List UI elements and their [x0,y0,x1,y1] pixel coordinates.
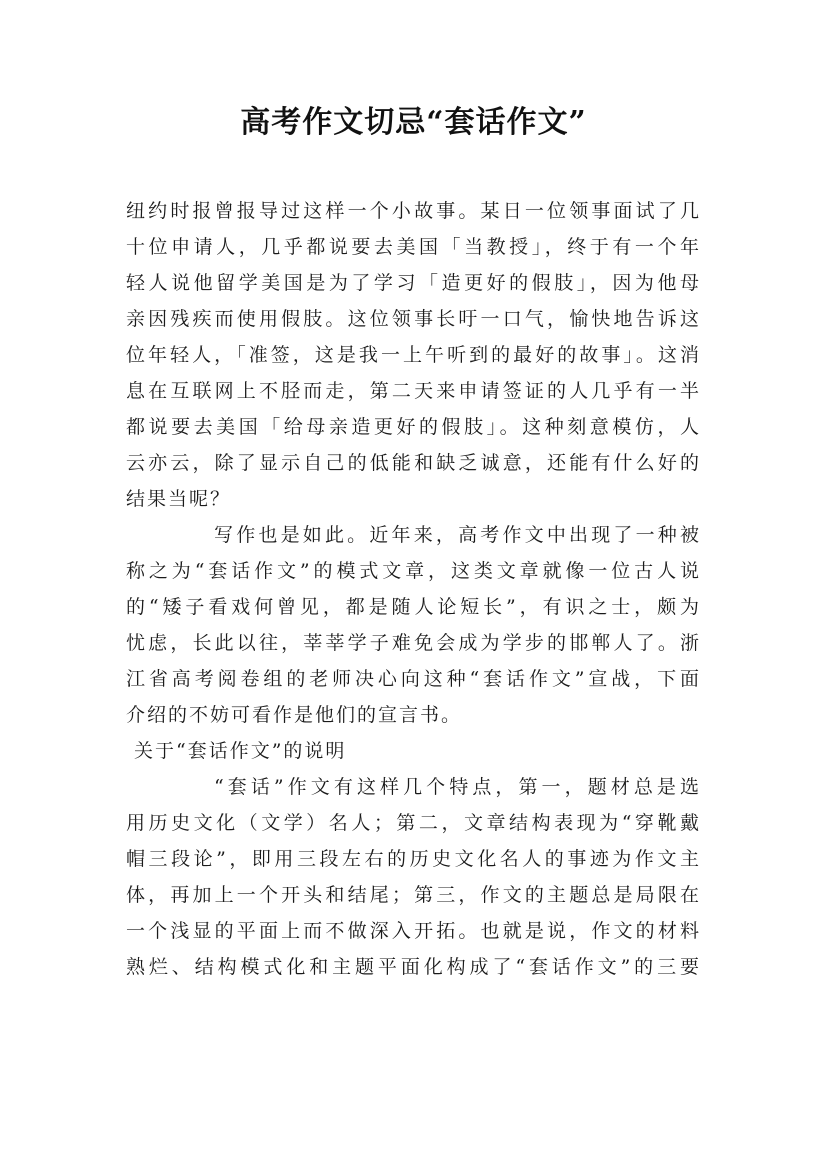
text-line: 一个浅显的平面上而不做深入开拓。也就是说，作文的材料 [126,920,701,942]
text-line: 写作也是如此。近年来，高考作文中出现了一种被 [214,524,701,546]
text-line: 体，再加上一个开头和结尾；第三，作文的主题总是局限在 [126,884,701,906]
text-line: 十位申请人，几乎都说要去美国「当教授」，终于有一个年 [126,236,701,258]
text-line: 帽三段论”，即用三段左右的历史文化名人的事迹为作文主 [126,848,701,870]
text-line: 介绍的不妨可看作是他们的宣言书。 [126,704,463,726]
text-line: 结果当呢？ [126,488,232,510]
text-line: 用历史文化（文学）名人；第二，文章结构表现为“穿靴戴 [126,812,701,834]
text-line: “套话”作文有这样几个特点，第一，题材总是选 [214,776,701,798]
document-body [126,193,701,985]
section-heading: 关于“套话作文”的说明 [134,740,347,762]
text-line: 息在互联网上不胫而走，第二天来申请签证的人几乎有一半 [126,380,701,402]
text-line: 熟烂、结构模式化和主题平面化构成了“套话作文”的三要 [126,956,701,978]
text-line: 轻人说他留学美国是为了学习「造更好的假肢」，因为他母 [126,272,701,294]
text-line: 江省高考阅卷组的老师决心向这种“套话作文”宣战，下面 [126,668,701,690]
text-line: 忧虑，长此以往，莘莘学子难免会成为学步的邯郸人了。浙 [126,632,701,654]
text-line: 亲因残疾而使用假肢。这位领事长吁一口气，愉快地告诉这 [126,308,701,330]
text-line: 称之为“套话作文”的模式文章，这类文章就像一位古人说 [126,560,701,582]
document-title: 高考作文切忌“套话作文” [240,105,587,140]
text-line: 云亦云，除了显示自己的低能和缺乏诚意，还能有什么好的 [126,452,701,474]
text-line: 位年轻人，「准签，这是我一上午听到的最好的故事」。这消 [126,344,701,366]
text-line: 的“矮子看戏何曾见，都是随人论短长”，有识之士，颇为 [126,596,701,618]
text-line: 都说要去美国「给母亲造更好的假肢」。这种刻意模仿，人 [126,416,701,438]
text-line: 纽约时报曾报导过这样一个小故事。某日一位领事面试了几 [126,200,701,222]
